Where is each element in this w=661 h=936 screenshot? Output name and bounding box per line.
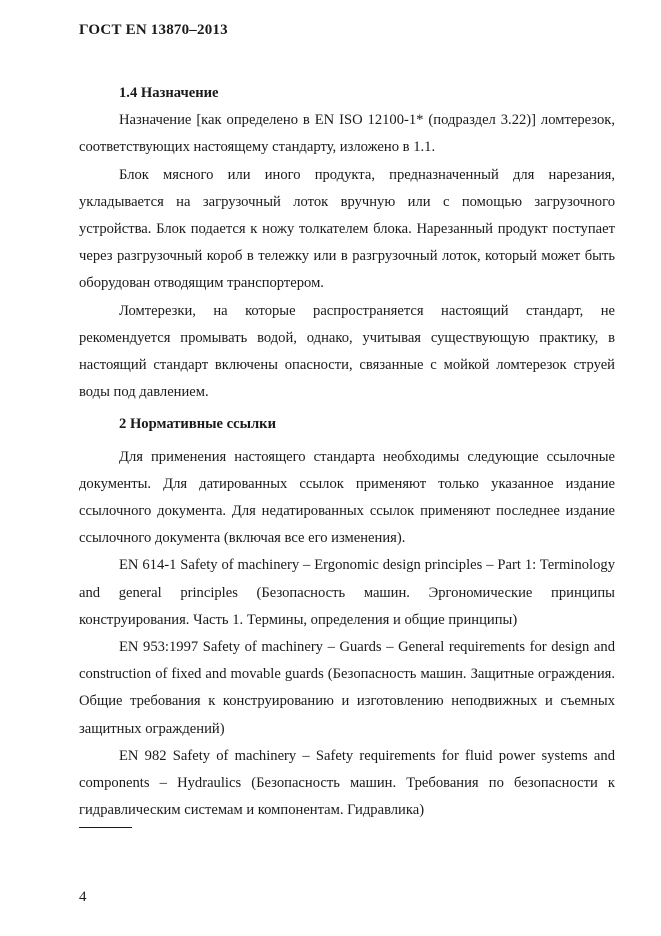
footnote-separator [79, 827, 132, 828]
page-number: 4 [79, 889, 87, 905]
section-2-heading: 2 Нормативные ссылки [119, 416, 276, 433]
section-1-4-paragraph-1: Назначение [как определено в EN ISO 12100-1* (подраздел 3.22)] ломтерезок, соответствующих настоящему стандарту, изложено в 1.1. [79, 112, 615, 156]
document-body [79, 80, 615, 824]
reference-en-614-1: EN 614-1 Safety of machinery – Ergonomic design principles – Part 1: Terminology and general principles (Безопасность машин. Эргономические принципы конструирования. Часть 1. Термины, определения и общие принципы) [79, 557, 615, 628]
reference-en-953: EN 953:1997 Safety of machinery – Guards – General requirements for design and construction of fixed and movable guards (Безопасность машин. Защитные ограждения. Общие требования к конструированию и изготовлению неподвижных и съемных защитных ограждений) [79, 639, 615, 737]
reference-en-982: EN 982 Safety of machinery – Safety requirements for fluid power systems and components – Hydraulics (Безопасность машин. Требования по безопасности к гидравлическим системам и компонентам. Гидравлика) [79, 747, 615, 819]
section-1-4-paragraph-3: Ломтерезки, на которые распространяется настоящий стандарт, не рекомендуется промывать водой, однако, учитывая существующую практику, в настоящий стандарт включены опасности, связанные с мойкой ломтерезок струей воды под давлением. [79, 302, 615, 401]
section-1-4-paragraph-2: Блок мясного или иного продукта, предназначенный для нарезания, укладывается на загрузочный лоток вручную или с помощью загрузочного устройства. Блок подается к ножу толкателем блока. Нарезанный продукт поступает через разгрузочный короб в тележку или в разгрузочный лоток, который может быть оборудован отводящим транспортером. [79, 166, 615, 292]
section-1-4-heading: 1.4 Назначение [119, 85, 219, 101]
page-header-standard-id: ГОСТ EN 13870–2013 [79, 22, 228, 38]
section-2-intro: Для применения настоящего стандарта необходимы следующие ссылочные документы. Для датированных ссылок применяют только указанное издание ссылочного документа. Для недатированных ссылок применяют последнее издание ссылочного документа (включая все его изменения). [79, 448, 615, 547]
